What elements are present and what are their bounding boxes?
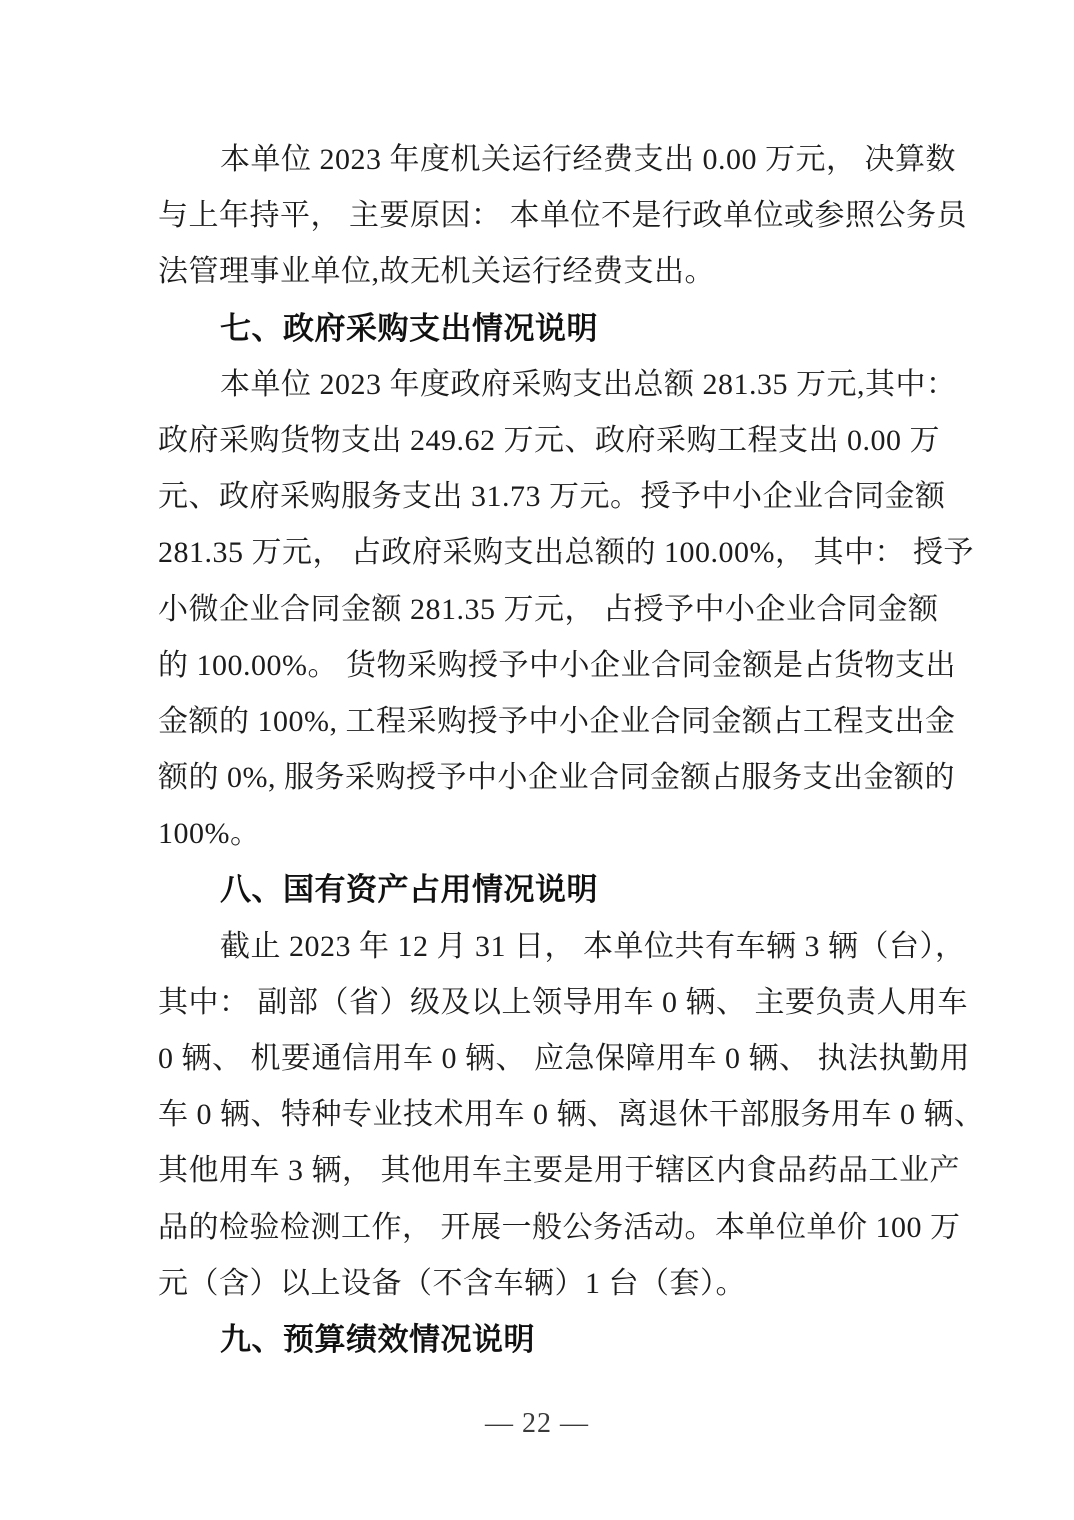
body-text-line: 额的 0%, 服务采购授予中小企业合同金额占服务支出金额的 — [158, 761, 955, 795]
body-text-line: 的 100.00%。 货物采购授予中小企业合同金额是占货物支出 — [158, 648, 956, 682]
body-text-line: 本单位 2023 年度政府采购支出总额 281.35 万元,其中： — [220, 367, 957, 401]
body-text-line: 0 辆、 机要通信用车 0 辆、 应急保障用车 0 辆、 执法执勤用 — [158, 1042, 970, 1075]
page-number: — 22 — — [485, 1408, 589, 1439]
body-text-line: 其中： 副部（省）级及以上领导用车 0 辆、 主要负责人用车 — [158, 985, 968, 1019]
body-text-line: 本单位 2023 年度机关运行经费支出 0.00 万元， 决算数 — [220, 143, 956, 176]
body-text-line: 金额的 100%, 工程采购授予中小企业合同金额占工程支出金 — [158, 704, 956, 738]
body-text-line: 281.35 万元， 占政府采购支出总额的 100.00%， 其中： 授予 — [158, 536, 974, 570]
body-text-line: 法管理事业单位,故无机关运行经费支出。 — [158, 255, 715, 289]
body-text-line: 截止 2023 年 12 月 31 日， 本单位共有车辆 3 辆（台）， — [220, 929, 966, 963]
body-text-line: 100%。 — [158, 817, 261, 851]
section-heading-9: 九、预算绩效情况说明 — [220, 1321, 535, 1357]
body-text-line: 其他用车 3 辆， 其他用车主要是用于辖区内食品药品工业产 — [158, 1154, 960, 1188]
body-text-line: 小微企业合同金额 281.35 万元， 占授予中小企业合同金额 — [158, 592, 939, 626]
body-text-line: 与上年持平， 主要原因： 本单位不是行政单位或参照公务员 — [158, 199, 967, 233]
document-text-block — [158, 132, 985, 1368]
body-text-line: 车 0 辆、特种专业技术用车 0 辆、离退休干部服务用车 0 辆、 — [158, 1098, 985, 1132]
section-heading-8: 八、国有资产占用情况说明 — [220, 872, 598, 908]
body-text-line: 元、政府采购服务支出 31.73 万元。授予中小企业合同金额 — [158, 480, 946, 514]
body-text-line: 元（含）以上设备（不含车辆）1 台（套）。 — [158, 1266, 746, 1300]
body-text-line: 品的检验检测工作， 开展一般公务活动。本单位单价 100 万 — [158, 1210, 961, 1244]
body-text-line: 政府采购货物支出 249.62 万元、政府采购工程支出 0.00 万 — [158, 423, 940, 457]
section-heading-7: 七、政府采购支出情况说明 — [220, 310, 598, 346]
